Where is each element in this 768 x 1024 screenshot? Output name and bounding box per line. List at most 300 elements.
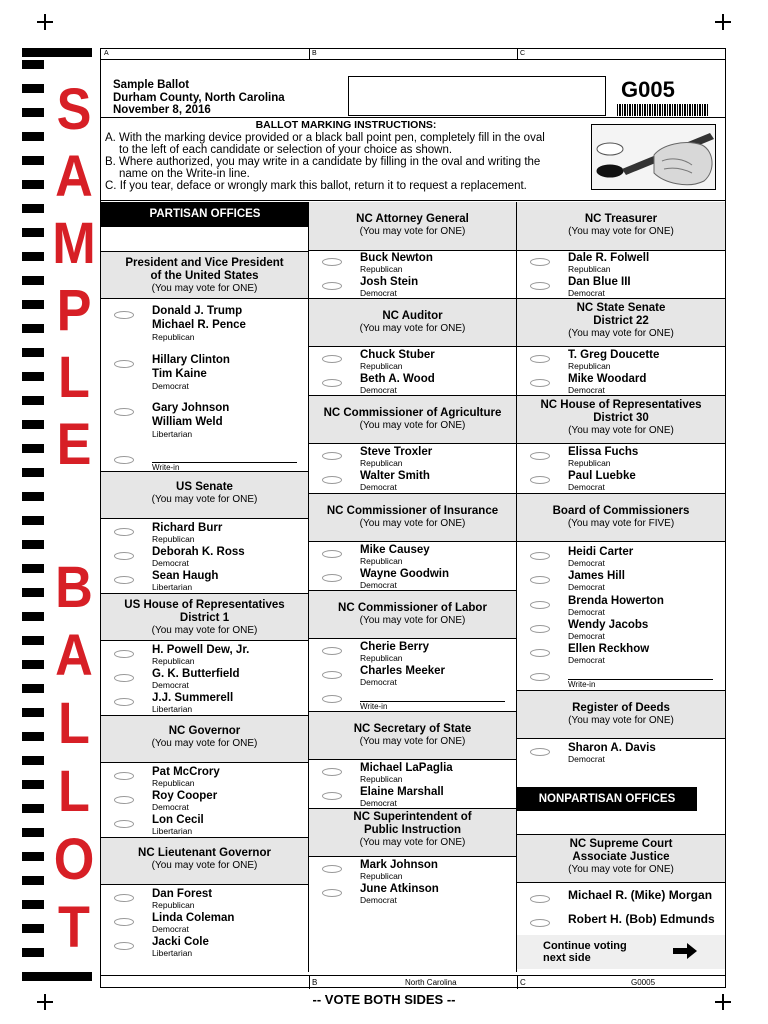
vote-oval[interactable] xyxy=(114,894,134,902)
vote-oval[interactable] xyxy=(530,576,550,584)
candidate-name: Sharon A. Davis xyxy=(568,742,656,754)
timing-mark xyxy=(22,948,44,957)
candidate-name: Deborah K. Ross xyxy=(152,546,245,558)
candidate-row[interactable] xyxy=(309,349,516,373)
vote-oval[interactable] xyxy=(530,748,550,756)
candidate-row[interactable] xyxy=(309,446,516,470)
watermark-letter: B xyxy=(55,555,93,620)
candidate-row[interactable] xyxy=(309,568,516,592)
candidate-party: Libertarian xyxy=(152,948,193,958)
vote-oval[interactable] xyxy=(530,673,550,681)
vote-oval[interactable] xyxy=(114,772,134,780)
write-in-row[interactable] xyxy=(309,689,516,711)
vote-oval[interactable] xyxy=(530,649,550,657)
candidate-row[interactable] xyxy=(101,570,308,594)
vote-for-instruction: (You may vote for ONE) xyxy=(359,615,466,626)
timing-mark xyxy=(22,180,44,189)
candidate-name: Charles Meeker xyxy=(360,665,446,677)
contest-nc-lieutenant-governor xyxy=(101,838,308,972)
contest-board-of-commissioners xyxy=(517,494,725,691)
candidate-party: Democrat xyxy=(568,482,605,492)
contest-title: NC Auditor xyxy=(382,310,443,322)
contest-header xyxy=(101,838,308,885)
contest-title: NC Commissioner of Insurance xyxy=(326,505,499,517)
vote-for-instruction: (You may vote for ONE) xyxy=(568,864,674,875)
watermark-letter: A xyxy=(55,623,93,688)
candidate-name: Dan Blue III xyxy=(568,276,631,288)
contest-nc-attorney-general xyxy=(309,202,516,299)
candidate-name: Michael R. (Mike) Morgan xyxy=(568,888,713,902)
arrow-right-icon xyxy=(673,943,697,959)
candidate-party: Democrat xyxy=(360,288,397,298)
column-3 xyxy=(517,202,725,972)
timing-mark xyxy=(22,876,44,885)
contest-title: Register of Deeds xyxy=(572,702,670,714)
continue-voting-text: Continue voting xyxy=(543,940,627,952)
candidate-row[interactable] xyxy=(101,354,308,394)
candidate-name: Buck Newton xyxy=(360,252,433,264)
vote-oval[interactable] xyxy=(530,258,550,266)
candidate-party: Republican xyxy=(360,458,403,468)
contest-title: NC Commissioner of Labor xyxy=(338,602,487,614)
watermark-letter: T xyxy=(58,895,90,960)
vote-oval[interactable] xyxy=(322,671,342,679)
candidate-name: Wayne Goodwin xyxy=(360,568,450,580)
candidate-row[interactable] xyxy=(309,252,516,276)
contest-title: NC State Senate xyxy=(576,302,666,314)
candidate-row[interactable] xyxy=(517,742,725,766)
contest-title-line2: Associate Justice xyxy=(572,851,670,863)
registration-mark-top-left xyxy=(37,14,53,30)
candidate-party: Democrat xyxy=(152,558,189,568)
timing-mark xyxy=(22,612,44,621)
candidate-name: Elissa Fuchs xyxy=(568,446,639,458)
candidate-row[interactable] xyxy=(101,644,308,668)
watermark-letter: O xyxy=(53,827,95,892)
candidate-row[interactable] xyxy=(101,546,308,570)
candidate-name: Mike Causey xyxy=(360,544,430,556)
running-mate-name: Tim Kaine xyxy=(152,368,207,380)
contest-header xyxy=(101,472,308,519)
ballot-title: Sample Ballot xyxy=(113,79,190,91)
contest-title-line2: District 1 xyxy=(179,612,230,624)
timing-mark xyxy=(22,300,44,309)
vote-oval[interactable] xyxy=(530,282,550,290)
vote-for-instruction: (You may vote for ONE) xyxy=(359,420,466,431)
candidate-row[interactable] xyxy=(517,276,725,300)
candidate-party: Libertarian xyxy=(152,704,193,714)
contest-nc-superintendent xyxy=(309,809,516,972)
timing-mark xyxy=(22,516,44,525)
candidate-row[interactable] xyxy=(101,766,308,790)
vote-oval[interactable] xyxy=(530,476,550,484)
candidate-row[interactable] xyxy=(309,883,516,907)
timing-mark xyxy=(22,732,44,741)
candidate-name: Walter Smith xyxy=(360,470,430,482)
candidate-row[interactable] xyxy=(517,889,725,913)
candidate-party: Democrat xyxy=(360,482,397,492)
vote-for-instruction: (You may vote for ONE) xyxy=(151,494,258,505)
vote-oval[interactable] xyxy=(530,452,550,460)
timing-mark xyxy=(22,804,44,813)
candidate-party: Libertarian xyxy=(152,826,193,836)
vote-oval[interactable] xyxy=(114,698,134,706)
vote-oval[interactable] xyxy=(114,528,134,536)
timing-mark xyxy=(22,852,44,861)
watermark-letter: M xyxy=(52,211,96,276)
candidate-party: Democrat xyxy=(360,580,397,590)
contest-title: NC Governor xyxy=(168,725,241,737)
candidate-name: Beth A. Wood xyxy=(360,373,435,385)
candidate-row[interactable] xyxy=(309,641,516,665)
contest-nc-supreme-court xyxy=(517,834,725,972)
timing-mark xyxy=(22,204,44,213)
strip-state: North Carolina xyxy=(405,978,457,987)
candidate-name: June Atkinson xyxy=(360,883,439,895)
timing-mark xyxy=(22,564,44,573)
candidate-row[interactable] xyxy=(101,936,308,960)
contest-title: President and Vice President xyxy=(125,257,284,269)
candidate-name: Mike Woodard xyxy=(568,373,647,385)
candidate-row[interactable] xyxy=(101,692,308,716)
timing-mark xyxy=(22,348,44,357)
contest-register-of-deeds xyxy=(517,691,725,787)
timing-mark xyxy=(22,60,44,69)
candidate-party: Democrat xyxy=(568,655,605,665)
vote-oval[interactable] xyxy=(114,456,134,464)
candidate-name: H. Powell Dew, Jr. xyxy=(152,644,250,656)
candidate-row[interactable] xyxy=(517,595,725,619)
candidate-party: Democrat xyxy=(360,798,397,808)
vote-oval[interactable] xyxy=(322,282,342,290)
contest-title: NC Superintendent of xyxy=(353,811,472,823)
contest-title: NC Secretary of State xyxy=(353,723,472,735)
contest-us-senate xyxy=(101,472,308,594)
strip-ballot-code: G0005 xyxy=(631,978,656,987)
timing-mark xyxy=(22,900,44,909)
write-in-label: Write-in xyxy=(360,702,388,711)
timing-mark xyxy=(22,972,92,981)
vote-oval[interactable] xyxy=(322,768,342,776)
continue-voting-text-line2: next side xyxy=(543,952,591,964)
instruction-c: C. If you tear, deface or wrongly mark this ballot, return it to request a replacement. xyxy=(105,180,527,192)
candidate-row[interactable] xyxy=(517,373,725,397)
candidate-name: Elaine Marshall xyxy=(360,786,444,798)
strip-label-c: C xyxy=(520,978,526,987)
timing-mark xyxy=(22,108,44,117)
vote-oval[interactable] xyxy=(530,919,550,927)
sample-ballot-watermark xyxy=(48,77,100,960)
vote-for-instruction: (You may vote for ONE) xyxy=(151,738,258,749)
vote-for-instruction: (You may vote for ONE) xyxy=(568,425,674,436)
candidate-party: Democrat xyxy=(568,558,605,568)
contest-header xyxy=(101,252,308,299)
county-name: Durham County, North Carolina xyxy=(113,91,285,104)
contest-title-line2: of the United States xyxy=(150,270,259,282)
candidate-party: Democrat xyxy=(568,582,605,592)
vote-oval[interactable] xyxy=(322,792,342,800)
contest-header xyxy=(517,494,725,542)
candidate-name: Cherie Berry xyxy=(360,641,430,653)
vote-for-instruction: (You may vote for ONE) xyxy=(568,715,674,726)
candidate-name: Roy Cooper xyxy=(152,790,218,802)
strip-label-b: B xyxy=(312,978,318,987)
contest-nc-commissioner-labor xyxy=(309,591,516,712)
candidate-party: Libertarian xyxy=(152,582,193,592)
vote-oval[interactable] xyxy=(530,625,550,633)
timing-mark xyxy=(22,780,44,789)
contest-header xyxy=(517,396,725,444)
candidate-row[interactable] xyxy=(517,643,725,667)
candidate-row[interactable] xyxy=(309,373,516,397)
vote-oval[interactable] xyxy=(114,552,134,560)
vote-for-instruction: (You may vote for ONE) xyxy=(359,837,466,848)
candidate-row[interactable] xyxy=(101,522,308,546)
candidate-row[interactable] xyxy=(309,762,516,786)
candidate-name: Chuck Stuber xyxy=(360,349,435,361)
candidate-party: Republican xyxy=(152,778,195,788)
vote-oval[interactable] xyxy=(322,574,342,582)
write-in-row[interactable] xyxy=(517,667,725,689)
registration-mark-top-right xyxy=(715,14,731,30)
timing-mark xyxy=(22,324,44,333)
contest-title-line2: District 30 xyxy=(593,412,649,424)
strip-label-b: B xyxy=(312,50,317,57)
candidate-name: Dan Forest xyxy=(152,888,213,900)
watermark-letter: L xyxy=(58,345,90,410)
candidate-row[interactable] xyxy=(517,252,725,276)
candidate-name: Linda Coleman xyxy=(152,912,235,924)
candidate-name: Brenda Howerton xyxy=(568,595,664,607)
contest-title: US Senate xyxy=(176,481,233,493)
write-in-row[interactable] xyxy=(101,450,308,472)
timing-mark xyxy=(22,156,44,165)
candidate-party: Republican xyxy=(568,458,611,468)
contest-nc-auditor xyxy=(309,299,516,396)
candidate-party: Republican xyxy=(360,556,403,566)
contest-title: NC Attorney General xyxy=(356,213,469,225)
candidate-name: Lon Cecil xyxy=(152,814,204,826)
candidate-row[interactable] xyxy=(101,814,308,838)
candidate-row[interactable] xyxy=(101,402,308,442)
candidate-name: Michael LaPaglia xyxy=(360,762,453,774)
contest-nc-governor xyxy=(101,716,308,838)
contest-nc-secretary-of-state xyxy=(309,712,516,809)
candidate-party: Democrat xyxy=(152,680,189,690)
candidate-name: T. Greg Doucette xyxy=(568,349,660,361)
candidate-name: Heidi Carter xyxy=(568,546,634,558)
candidate-name: Josh Stein xyxy=(360,276,419,288)
timing-mark xyxy=(22,636,44,645)
candidate-row[interactable] xyxy=(517,619,725,643)
candidate-row[interactable] xyxy=(309,544,516,568)
watermark-letter: P xyxy=(56,278,92,343)
candidate-party: Democrat xyxy=(568,607,605,617)
timing-mark xyxy=(22,540,44,549)
candidate-row[interactable] xyxy=(309,786,516,810)
candidate-row[interactable] xyxy=(101,668,308,692)
candidate-row[interactable] xyxy=(101,790,308,814)
contest-header xyxy=(309,591,516,639)
vote-oval[interactable] xyxy=(322,258,342,266)
vote-oval[interactable] xyxy=(114,674,134,682)
timing-mark xyxy=(22,708,44,717)
candidate-party: Democrat xyxy=(152,381,189,391)
contest-title: NC Lieutenant Governor xyxy=(138,847,271,859)
candidate-row[interactable] xyxy=(101,912,308,936)
timing-mark xyxy=(22,48,92,57)
vote-oval[interactable] xyxy=(322,647,342,655)
candidate-party: Democrat xyxy=(360,385,397,395)
candidate-row[interactable] xyxy=(309,470,516,494)
candidate-party: Republican xyxy=(152,656,195,666)
timing-mark xyxy=(22,372,44,381)
timing-mark xyxy=(22,252,44,261)
timing-mark xyxy=(22,684,44,693)
candidate-row[interactable] xyxy=(309,859,516,883)
vote-oval[interactable] xyxy=(322,865,342,873)
ballot-sheet xyxy=(100,48,726,988)
watermark-letter: A xyxy=(55,144,93,209)
candidate-party: Libertarian xyxy=(152,429,193,439)
contest-title: NC House of Representatives xyxy=(540,399,702,411)
vote-oval[interactable] xyxy=(114,360,134,368)
vote-oval[interactable] xyxy=(322,379,342,387)
vote-oval[interactable] xyxy=(530,601,550,609)
candidate-row[interactable] xyxy=(517,570,725,594)
contest-header xyxy=(309,712,516,760)
election-date: November 8, 2016 xyxy=(113,104,211,116)
partisan-offices-header: PARTISAN OFFICES xyxy=(101,202,309,227)
candidate-row[interactable] xyxy=(309,665,516,689)
vote-oval[interactable] xyxy=(114,576,134,584)
candidate-name: Mark Johnson xyxy=(360,859,438,871)
vote-oval[interactable] xyxy=(322,550,342,558)
contest-title: NC Commissioner of Agriculture xyxy=(323,407,502,419)
contest-header xyxy=(101,716,308,763)
marking-example-illustration xyxy=(591,124,716,190)
candidate-name: Paul Luebke xyxy=(568,470,636,482)
vote-oval[interactable] xyxy=(530,355,550,363)
candidate-party: Democrat xyxy=(152,924,189,934)
candidate-party: Republican xyxy=(152,900,195,910)
contest-title: NC Supreme Court xyxy=(569,838,673,850)
contest-header xyxy=(309,494,516,542)
timing-mark xyxy=(22,756,44,765)
vote-oval[interactable] xyxy=(322,452,342,460)
timing-mark xyxy=(22,84,44,93)
vote-oval[interactable] xyxy=(322,889,342,897)
vote-oval[interactable] xyxy=(114,311,134,319)
strip-label-a: A xyxy=(104,50,109,57)
contest-nc-commissioner-agriculture xyxy=(309,396,516,494)
candidate-row[interactable] xyxy=(517,913,725,937)
vote-oval[interactable] xyxy=(114,820,134,828)
candidate-name: Dale R. Folwell xyxy=(568,252,650,264)
write-in-label: Write-in xyxy=(568,680,596,689)
vote-oval[interactable] xyxy=(114,918,134,926)
candidate-party: Democrat xyxy=(568,631,605,641)
vote-oval[interactable] xyxy=(530,379,550,387)
contest-header xyxy=(309,202,516,251)
timing-mark xyxy=(22,132,44,141)
candidate-party: Republican xyxy=(360,361,403,371)
contest-title-line2: District 22 xyxy=(593,315,649,327)
candidate-party: Democrat xyxy=(152,802,189,812)
contest-header xyxy=(517,202,725,251)
contest-nc-commissioner-insurance xyxy=(309,494,516,591)
contest-title-line2: Public Instruction xyxy=(363,824,462,836)
timing-mark xyxy=(22,828,44,837)
candidate-name: Richard Burr xyxy=(152,522,223,534)
candidate-row[interactable] xyxy=(309,276,516,300)
vote-oval[interactable] xyxy=(114,408,134,416)
candidate-name: Ellen Reckhow xyxy=(568,643,650,655)
contest-header xyxy=(517,835,725,883)
vote-for-instruction: (You may vote for ONE) xyxy=(359,518,466,529)
candidate-party: Republican xyxy=(360,264,403,274)
vote-oval[interactable] xyxy=(114,796,134,804)
contest-president xyxy=(101,251,308,472)
candidate-row[interactable] xyxy=(517,349,725,373)
running-mate-name: William Weld xyxy=(152,416,223,428)
candidate-row[interactable] xyxy=(517,470,725,494)
timing-mark xyxy=(22,468,44,477)
vote-oval[interactable] xyxy=(114,650,134,658)
vote-oval[interactable] xyxy=(114,942,134,950)
candidate-name: Steve Troxler xyxy=(360,446,433,458)
vote-oval[interactable] xyxy=(322,695,342,703)
ballot-header xyxy=(113,79,285,117)
timing-mark xyxy=(22,660,44,669)
candidate-party: Republican xyxy=(568,361,611,371)
vote-oval[interactable] xyxy=(322,355,342,363)
candidate-row[interactable] xyxy=(517,446,725,470)
timing-mark xyxy=(22,276,44,285)
candidate-party: Democrat xyxy=(360,895,397,905)
candidate-party: Republican xyxy=(360,774,403,784)
vote-oval[interactable] xyxy=(322,476,342,484)
candidate-name: Gary Johnson xyxy=(152,402,230,414)
contest-title: NC Treasurer xyxy=(584,213,658,225)
contest-title: US House of Representatives xyxy=(124,599,285,611)
vote-oval[interactable] xyxy=(530,895,550,903)
vote-for-instruction: (You may vote for ONE) xyxy=(359,736,466,747)
candidate-party: Democrat xyxy=(568,385,605,395)
contest-nc-state-senate xyxy=(517,299,725,396)
candidate-name: James Hill xyxy=(568,570,625,582)
candidate-party: Democrat xyxy=(360,677,397,687)
candidate-party: Democrat xyxy=(568,754,605,764)
contest-header xyxy=(517,691,725,739)
bottom-strip xyxy=(101,975,725,988)
write-in-label: Write-in xyxy=(152,463,180,472)
contest-header xyxy=(309,299,516,347)
candidate-name: Jacki Cole xyxy=(152,936,209,948)
vote-oval[interactable] xyxy=(530,552,550,560)
watermark-letter: E xyxy=(56,412,92,477)
vote-for-instruction: (You may vote for ONE) xyxy=(151,283,258,294)
candidate-row[interactable] xyxy=(101,888,308,912)
barcode xyxy=(617,104,709,116)
candidate-row[interactable] xyxy=(517,546,725,570)
candidate-row[interactable] xyxy=(101,305,308,345)
instruction-a: A. With the marking device provided or a black ball point pen, completely fill in the oval xyxy=(105,132,545,144)
candidate-party: Republican xyxy=(568,264,611,274)
candidate-name: J.J. Summerell xyxy=(152,692,234,704)
candidate-party: Republican xyxy=(360,871,403,881)
candidate-party: Democrat xyxy=(568,288,605,298)
